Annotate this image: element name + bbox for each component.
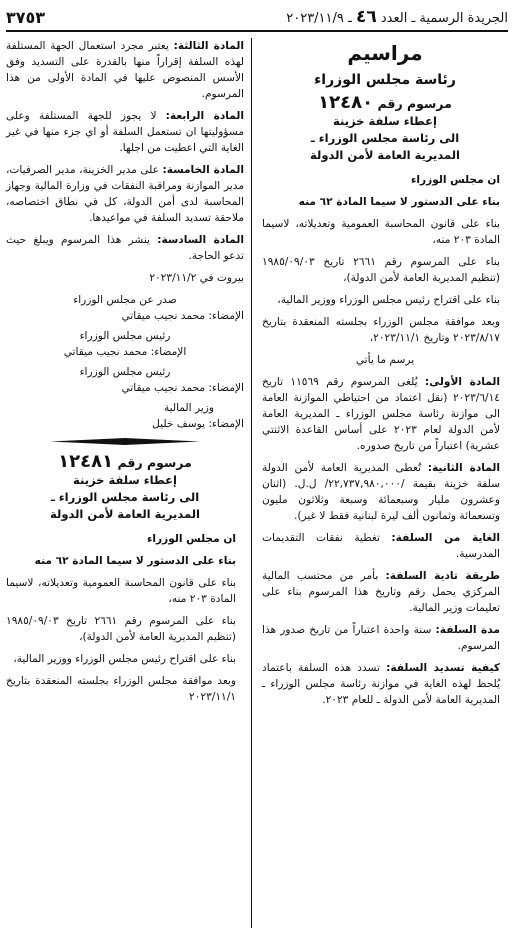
article-4-label: المادة الرابعة:	[165, 110, 244, 122]
advance-payment-text: بأمر من محتسب المالية المركزي يحمل رقم وتاريخ هذا المرسوم بناء على تعليمات وزير المالية.	[262, 570, 500, 614]
advance-purpose	[262, 530, 508, 562]
article-6-text: ينشر هذا المرسوم ويبلغ حيث تدعو الحاجة.	[6, 234, 244, 262]
article-1	[262, 374, 508, 454]
preamble-basis-1: بناء على الدستور لا سيما المادة ٦٢ منه	[298, 196, 500, 208]
article-3-label: المادة الثالثة:	[173, 40, 244, 52]
decrees-line: يرسم ما يأتي	[355, 354, 415, 366]
decree-2-subject-3: المديرية العامة لأمن الدولة	[50, 507, 200, 521]
decree-2-subject-1: إعطاء سلفة خزينة	[73, 473, 177, 487]
issue-date: ـ ٢٠٢٣/١١/٩	[286, 11, 352, 26]
advance-purpose-label: الغاية من السلفة:	[391, 532, 500, 544]
page-number: ٣٧٥٣	[6, 7, 46, 27]
article-5-label: المادة الخامسة:	[162, 164, 244, 176]
article-3	[6, 38, 244, 102]
right-column	[262, 38, 508, 928]
article-2-label: المادة الثانية:	[427, 462, 500, 474]
article-2	[262, 460, 508, 524]
signature-line-6: الإمضاء: محمد نجيب ميقاتي	[121, 382, 244, 394]
column-divider	[251, 38, 252, 928]
advance-payment	[262, 568, 508, 616]
article-5	[6, 162, 244, 226]
advance-purpose-text: تغطية نفقات التقديمات المدرسية.	[262, 532, 500, 560]
decree-subject-1: إعطاء سلفة خزينة	[333, 114, 437, 128]
gazette-masthead	[286, 7, 508, 27]
decree-2-heading	[6, 453, 244, 472]
decree-heading	[262, 94, 508, 113]
place-date: بيروت في ٢٠٢٣/١١/٢	[149, 272, 244, 284]
signature-line-2: الإمضاء: محمد نجيب ميقاتي	[121, 310, 244, 322]
decree-2-intro: ان مجلس الوزراء	[146, 533, 236, 545]
article-6	[6, 232, 244, 264]
section-separator	[6, 438, 244, 445]
article-3-text: يعتبر مجرد استعمال الجهة المستلفة لهذه السلفة إقراراً منها بالقدرة على التسديد وفق الأسس المنصوص عليها في المادة الأولى من هذا المرسوم.	[6, 40, 244, 100]
article-4-text: لا يجوز للجهة المستلفة وعلى مسؤوليتها ان تستعمل السلفة أو اي جزء منها في غير الغاية التي اعطيت من اجلها.	[6, 110, 244, 154]
advance-repayment-text: تسدد هذه السلفة باعتماد يُلحظ لهذه الغاية في موازنة رئاسة مجلس الوزراء ـ المديرية العامة لأمن الدولة ـ للعام ٢٠٢٣.	[262, 662, 500, 706]
article-5-text: على مدير الخزينة، مدير الصرفيات، مدير الموازنة ومراقبة النفقات في وزارة المالية وجهاز المحاسبة لدى أمن الدولة، كل في نطاق اختصاصه، ملاحقة تسديد السلفة في مواعيدها.	[6, 164, 244, 224]
advance-repayment-label: كيفية تسديد السلفة:	[386, 662, 500, 674]
decree-number: ١٢٤٨٠	[318, 92, 374, 113]
article-4	[6, 108, 244, 156]
decree-2-number: ١٢٤٨١	[58, 451, 114, 472]
decree-title: مرسوم رقم	[377, 96, 452, 111]
signature-line-4: الإمضاء: محمد نجيب ميقاتي	[63, 346, 187, 358]
decree-2-title: مرسوم رقم	[117, 455, 192, 470]
article-1-label: المادة الأولى:	[424, 376, 500, 388]
article-2-text: تُعطى المديرية العامة لأمن الدولة سلفة خزينة بقيمة /٢٢,٧٣٧,٩٨٠,٠٠٠/ ل.ل. (اثنان وعشرون مليار وسبعمائة وسبعة وثلاثون مليون وتسعمائة وثمانون ألف ليرة لبنانية فقط لا غير).	[262, 462, 500, 522]
advance-term-label: مدة السلفة:	[435, 624, 500, 636]
preamble-basis-3: بناء على المرسوم رقم ٢٦٦١ تاريخ ١٩٨٥/٠٩/٠٣ (تنظيم المديرية العامة لأمن الدولة)،	[262, 256, 500, 284]
decree-2-basis-3: بناء على المرسوم رقم ٢٦٦١ تاريخ ١٩٨٥/٠٩/٠٣ (تنظيم المديرية العامة لأمن الدولة)،	[6, 615, 236, 643]
decree-2-basis-2: بناء على قانون المحاسبة العمومية وتعديلاته، لاسيما المادة ٢٠٣ منه،	[6, 577, 236, 605]
decree-2-basis-4: بناء على اقتراح رئيس مجلس الوزراء ووزير المالية،	[13, 653, 236, 665]
advance-repayment	[262, 660, 508, 708]
gazette-title: الجريدة الرسمية ـ العدد	[380, 11, 508, 26]
signature-line-5: رئيس مجلس الوزراء	[79, 366, 171, 378]
article-1-text: يُلغى المرسوم رقم ١١٥٦٩ تاريخ ٢٠٢٣/٦/١٤ (نقل اعتماد من احتياطي الموازنة العامة الى موازنة رئاسة مجلس الوزراء ـ المديرية العامة لأمن الدولة لعام ٢٠٢٣ على أساس القاعدة الاثنتي عشرية) اعتباراً من تاريخ صدوره.	[262, 376, 500, 452]
preamble-basis-5: وبعد موافقة مجلس الوزراء بجلسته المنعقدة بتاريخ ٢٠٢٣/٨/١٧ وتاريخ ٢٠٢٣/١١/١،	[262, 316, 500, 344]
decree-2-basis-1: بناء على الدستور لا سيما المادة ٦٢ منه	[34, 555, 236, 567]
signature-line-7: وزير المالية	[163, 402, 214, 414]
advance-payment-label: طريقة تادية السلفة:	[385, 570, 501, 582]
preamble-basis-2: بناء على قانون المحاسبة العمومية وتعديلاته، لاسيما المادة ٢٠٣ منه،	[262, 218, 500, 246]
advance-term-text: سنة واحدة اعتباراً من تاريخ صدور هذا المرسوم.	[262, 624, 500, 652]
signature-line-1: صدر عن مجلس الوزراء	[73, 294, 177, 306]
preamble-basis-4: بناء على اقتراح رئيس مجلس الوزراء ووزير المالية،	[277, 294, 500, 306]
decree-2-subject-2: الى رئاسة مجلس الوزراء ـ	[50, 490, 200, 504]
decree-2-basis-5: وبعد موافقة مجلس الوزراء بجلسته المنعقدة بتاريخ ٢٠٢٣/١١/١	[6, 675, 236, 703]
decree-subject-3: المديرية العامة لأمن الدولة	[310, 148, 460, 162]
signature-line-8: الإمضاء: يوسف خليل	[152, 418, 244, 430]
signature-line-3: رئيس مجلس الوزراء	[79, 330, 171, 342]
advance-term	[262, 622, 508, 654]
page-header	[6, 4, 508, 32]
decree-subject-2: الى رئاسة مجلس الوزراء ـ	[310, 131, 460, 145]
left-column	[6, 38, 244, 928]
issue-number: ٤٦	[355, 7, 377, 27]
authority-heading: رئاسة مجلس الوزراء	[314, 72, 456, 88]
section-title: مراسيم	[347, 41, 423, 65]
preamble-intro: ان مجلس الوزراء	[410, 174, 500, 186]
article-6-label: المادة السادسة:	[157, 234, 244, 246]
